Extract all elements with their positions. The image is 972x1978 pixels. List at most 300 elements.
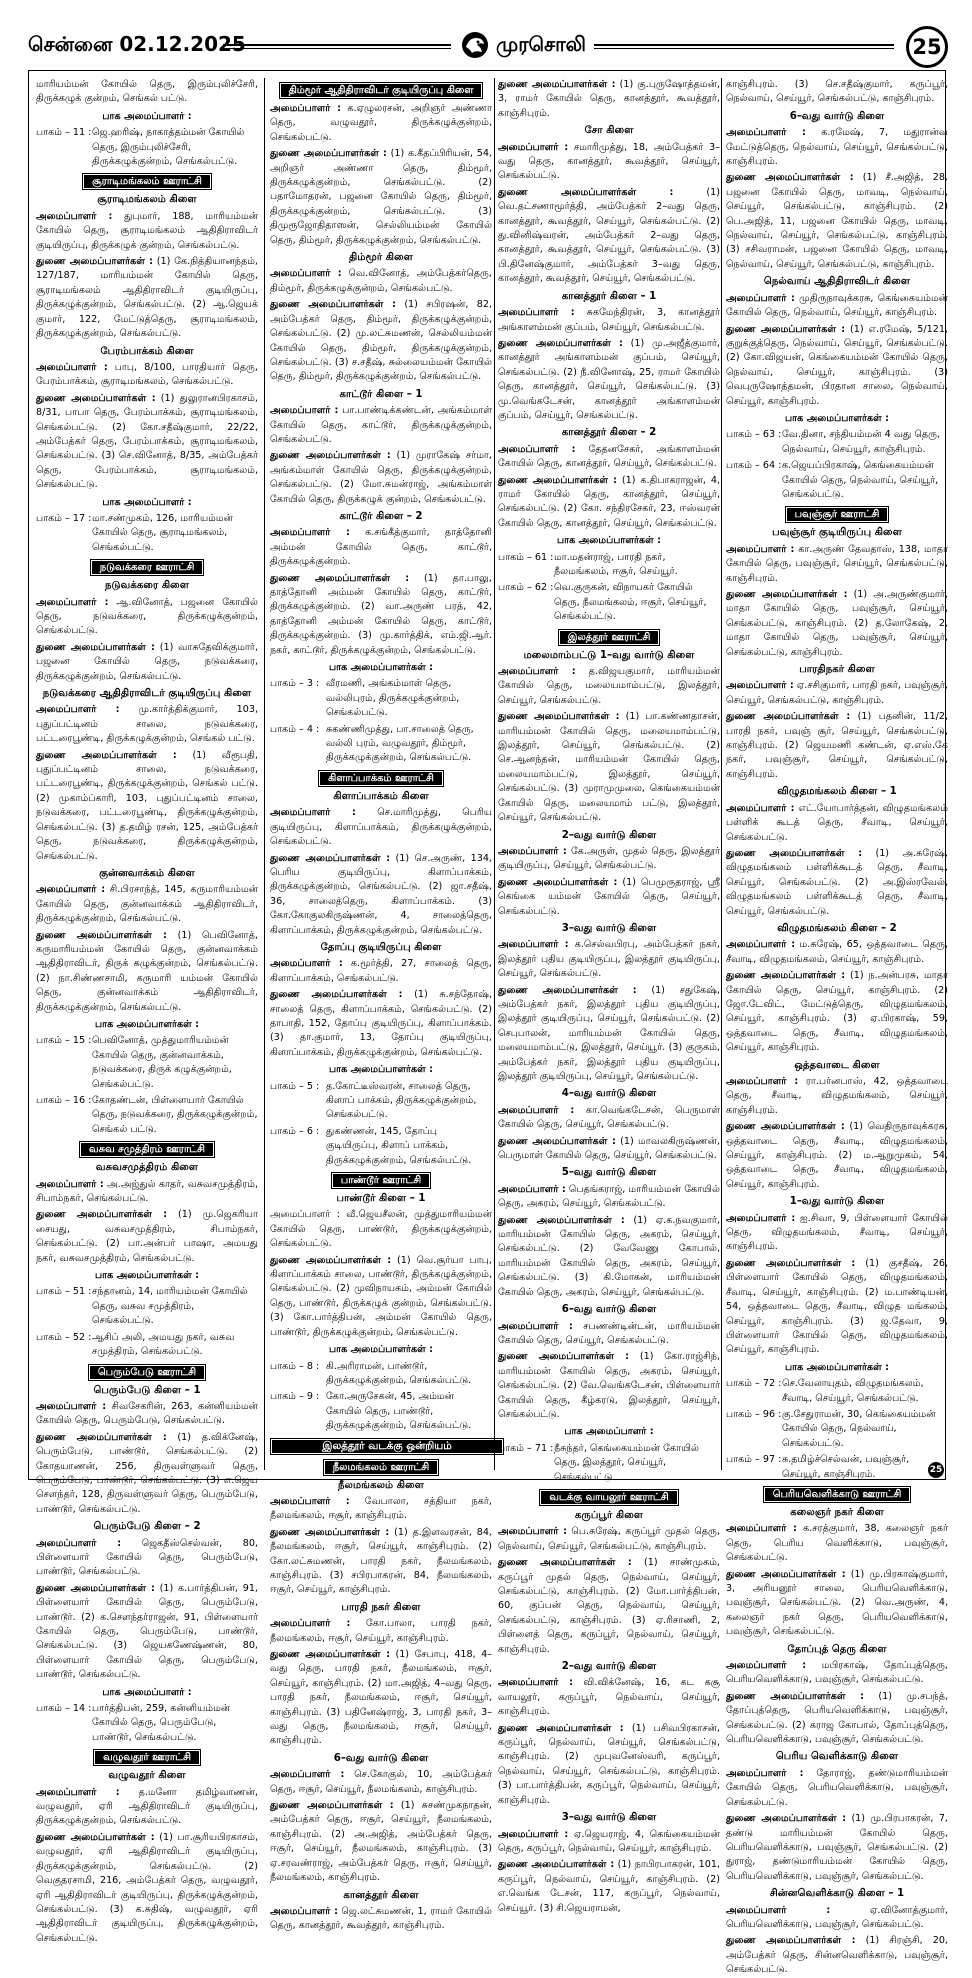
member-details: (1) க.திபாகராஜன், 4, ராமர் கோயில் தெரு, கானத்தூர், செய்யூர், செங்கல்பட்டு. (2) கோ. சந்திரசேகர், 23, ஈஸ்வரன் கோயில் தெரு, கானத்தூர், செய்யூர், செங்கல்பட்டு. (498, 474, 720, 529)
booth-details: சு.தமிழ்ச்செல்வன், பவுஞ்சூர், செய்யூர், காஞ்சிபுரம். (782, 1454, 910, 1480)
page-number-badge: 25 (906, 26, 948, 68)
member-details: (1) சீ.அஜித், 28, பஜனை கோயில் தெரு, மாவடி, நெல்வாய், செய்யூர், செங்கல்பட்டு, காஞ்சிபுரம். (2) பெ.அஜித், 11, பஜனை கோயில் தெரு, மாவடி, நெல்வாய், செய்யூர், செங்கல்பட்டு, காஞ்சிபுரம். (3) சசிவராமன், பஜனை கோயில் தெரு, மாவடி, நெல்வாய், செய்யூர், செங்கல்பட்டு, காஞ்சிபுரம். (726, 172, 948, 270)
footer-page-number: 25 (928, 1462, 944, 1478)
booth-details: நீசுந்தர், கெங்கையம்மன் கோயில் தெரு, இலத்தூர், செய்யூர், செங்கல்பட்டு. (554, 1442, 699, 1483)
member-entry (270, 1905, 492, 1934)
role-label: துணை அமைப்பாளர்கள் : (36, 641, 155, 653)
member-details: (1) பதனின், 11/2, பாரதி நகர், பவுஞ் சூர், செய்யூர், செங்கல்பட்டு, காஞ்சிபுரம். (2) ஜெயமணி கண்டன், ஏ.எஸ்.கே நகர், பவுஞ்சூர், செய்யூர், செங்கல்பட்டு, காஞ்சிபுரம். (726, 711, 948, 780)
member-entry (36, 1208, 258, 1266)
member-entry (498, 78, 720, 121)
member-entry (498, 1320, 720, 1349)
subheading: பாக அமைப்பாளர் : (102, 1686, 192, 1698)
branch-heading: 2–வது வார்டு கிளை (561, 1661, 657, 1673)
role-label: துணை அமைப்பாளர்கள் : (726, 323, 846, 335)
role-label: துணை அமைப்பாளர்கள் : (36, 1831, 155, 1843)
branch-heading: கருப்பூர் கிளை (574, 1509, 644, 1521)
branch-heading: கலைஞர் நகர் கிளை (790, 1506, 884, 1518)
member-entry (498, 443, 720, 472)
role-label: அமைப்பாளர் : (270, 958, 343, 970)
member-entry (726, 1659, 948, 1688)
branch-heading: 5–வது வார்டு கிளை (561, 1167, 657, 1179)
page-header (28, 26, 944, 70)
member-entry (36, 1400, 258, 1429)
branch-heading: குன்னவாக்கம் கிளை (99, 867, 195, 879)
member-details: (1) மு.பிரபாகரன், 7, தண்டு மாரியம்மன் கோயில் தெரு, பெரியவெளிக்காடு, பவுஞ்சூர், செங்கல்பட்டு. (2) துராஜ், தண்டுமாரியம்மன் கோயில் தெரு, பெரியவெளிக்காடு, பவுஞ்சூர், செங்கல்பட்டு. (726, 1813, 948, 1882)
member-entry (726, 938, 948, 967)
branch-heading: நடுவக்கரை ஆதிதிராவிடர் குடியிருப்பு கிளை (42, 688, 252, 700)
member-entry (726, 126, 948, 169)
section-banner: பாண்டூர் ஊராட்சி (331, 1172, 431, 1189)
member-entry (36, 210, 258, 253)
member-details: த.விஜயகுமார், மாரியம்மன் கோயில் தெரு, மலையமாம்பட்டு, இலத்தூர், செய்யூர், செங்கல்பட்டு. (498, 666, 720, 706)
edition-date: சென்னை 02.12.2025 (28, 32, 246, 56)
member-entry (726, 847, 948, 919)
branch-heading: நடுவக்கரை கிளை (104, 580, 190, 592)
role-label: அமைப்பாளர் : (726, 939, 796, 951)
member-details: வேபாலா, சத்தியா நகர், நீலமங்கலம், ஈசூர், காஞ்சிபுரம். (270, 1495, 492, 1522)
member-entry (726, 171, 948, 272)
member-entry (270, 1648, 492, 1749)
member-entry (726, 1812, 948, 1884)
member-entry (36, 749, 258, 864)
role-label: துணை அமைப்பாளர்கள் : (270, 1526, 390, 1538)
role-label: துணை அமைப்பாளர்கள் : (270, 1800, 394, 1812)
member-details: (1) துலுரானபிரகாசம், 8/31, பாபா தெரு, பேரம்பாக்கம், சூராடிமங்கலம், செங்கல்பட்டு. (2) கோ.சதீஷ்குமார், 22/22, அம்பேத்கர் தெரு, பேரம்பாக்கம், சூராடிமங்கலம், செங்கல்பட்டு. (3) செ.வினோத், 8/35, அம்பேத்கர் தெரு, பேரம்பாக்கம், சூராடிமங்கலம், செங்கல்பட்டு. (36, 392, 258, 491)
booth-details: த.கோட்டீஸ்வரன், சாலைத் தெரு, கிளாப் பாக்கம், திருக்கழுக்குன்றம், செங்கல்பட்டு. (326, 1080, 477, 1121)
member-details: ஜெ.லட்சுமணன், 1, ராமர் கோயில் தெரு, கானத்தூர், கூவத்தூர், காஞ்சிபுரம். (270, 1905, 492, 1932)
role-label: அமைப்பாளர் : (726, 1212, 796, 1224)
member-entry (498, 1104, 720, 1133)
member-entry (36, 929, 258, 1015)
member-details: (1) சிரஞ்சி, 20, அம்பேத்கர் தெரு, சின்னவெளிக்காடு, பவுஞ்சூர், செங்கல்பட்டு. (726, 1935, 948, 1976)
member-entry (726, 543, 948, 586)
member-entry (726, 1257, 948, 1358)
role-label: அமைப்பாளர் : (498, 666, 576, 678)
booth-number: பாகம் – 11 : (36, 127, 92, 139)
member-entry (270, 572, 492, 658)
section-banner: இலத்தூர் ஊராட்சி (558, 629, 661, 646)
booth-number: பாகம் – 51 : (36, 1286, 92, 1298)
booth-number: பாகம் – 15 : (36, 1035, 92, 1047)
member-entry (726, 1767, 948, 1810)
branch-heading: பேரம்பாக்கம் கிளை (100, 345, 194, 357)
paper-logo-icon (460, 30, 490, 60)
member-details: தோராஜ், தண்டுமாரியம்மன் கோயில் தெரு, பெரியவெளிக்காடு, பவுஞ்சூர், செங்கல்பட்டு. (726, 1767, 948, 1808)
member-entry (498, 938, 720, 981)
booth-number: பாகம் – 16 : (36, 1095, 92, 1106)
role-label: துணை அமைப்பாளர்கள் : (498, 337, 623, 349)
branch-heading: காட்டூர் கிளை – 2 (339, 510, 423, 522)
member-details: பெ.சுரேஷ், கருப்பூர் முதல் தெரு, நெல்வாய், செய்யூர், செங்கல்பட்டு, காஞ்சிபுரம். (498, 1526, 720, 1552)
booth-number: பாகம் – 97 : (726, 1454, 782, 1466)
member-details: (1) மு.அஜீத்குமார், கானத்தூர் அங்காளம்மன் குப்பம், செய்யூர், செங்கல்பட்டு. (2) நீ.வினோஷ், 25, ராமர் கோயில் தெரு, கானத்தூர், செய்யூர், செங்கல்பட்டு. (3) மு.வெங்கடேசன், கானத்தூர் அங்காளம்மன் குப்பம், செய்யூர், செங்கல்பட்டு. (498, 337, 720, 421)
member-details: சுகமேந்திரன், 3, கானத்தூர் அங்காளம்மன் குப்பம், செய்யூர், செங்கல்பட்டு. (498, 307, 720, 333)
member-details: வி.விக்னேஷ், 16, கட கசூ வாயலூர், கருப்பூர், நெல்வாய், செய்யூர், காஞ்சிபுரம். (498, 1677, 720, 1718)
member-details: செ.கோகுல், 10, அம்பேத்கர் தெரு, ஈசூர், செய்யூர், நீலமங்கலம், காஞ்சிபுரம். (270, 1769, 492, 1795)
role-label: துணை அமைப்பாளர்கள் : (498, 984, 637, 996)
branch-heading: சூராடிமங்கலம் கிளை (97, 194, 197, 206)
member-details: அமைப்பாளர் : வீ.ஜெயசீலன், முத்துமாரியம்மன் கோயில் தெரு, பாண்டூர், திருக்கழுக்குன்றம், செங்கல்பட்டு. (270, 1209, 492, 1250)
member-entry (270, 957, 492, 986)
booth-details: கோதண்டன், பிள்ளையார் கோயில் தெரு, நடுவக்கரை, திருக்கழுக்குன்றம், செங்கல் பட்டு. (92, 1095, 258, 1135)
role-label: துணை அமைப்பாளர்கள் : (36, 929, 167, 941)
member-entry (498, 984, 720, 1085)
role-label: துணை அமைப்பாளர்கள் : (270, 299, 396, 311)
member-entry (270, 988, 492, 1060)
booth-number: பாகம் – 52 : (36, 1331, 92, 1343)
member-entry (270, 267, 492, 296)
branch-heading: மலைமாம்பட்டு 1–வது வார்டு கிளை (523, 649, 695, 661)
header-rule-left (223, 44, 451, 49)
member-details: (1) பெமுருதராஜ், ஸ்ரீ கெங்கை யம்மன் கோயில் தெரு, செய்யூர், செங்கல்பட்டு. (498, 876, 720, 917)
member-entry (270, 526, 492, 569)
role-label: அமைப்பாளர் : (498, 939, 569, 951)
section-banner: வசுவ சமுத்திரம் ஊராட்சி (79, 1141, 215, 1158)
section-banner: பெரியவெளிக்காடு ஊராட்சி (763, 1486, 912, 1503)
member-details: தேதனசேகர், அங்காளம்மன் கோயில் தெரு, கானத்தூர், செய்யூர், செங்கல்பட்டு. (498, 443, 720, 470)
section-banner: சூராடிமங்கலம் ஊராட்சி (82, 173, 212, 190)
role-label: அமைப்பாளர் : (726, 802, 795, 814)
member-details: கா.வெங்கடேசன், பெருமாள் கோயில் தெரு, செய்யூர், செங்கல்பட்டு. (498, 1104, 720, 1131)
member-entry (726, 802, 948, 845)
booth-entry (726, 428, 948, 457)
member-details: ஏ.வினோத்குமார், பெரியவெளிக்காடு, பவுஞ்சூர், செங்கல்பட்டு. (726, 1904, 948, 1930)
role-label: துணை அமைப்பாளர்கள் : (498, 1214, 625, 1226)
member-entry (498, 845, 720, 874)
booth-number: பாகம் – 62 : (498, 582, 554, 594)
role-label: அமைப்பாளர் : (270, 1905, 338, 1917)
member-details: (1) த.இளவரசன், 84, நீலமங்கலம், ஈசூர், செய்யூர், காஞ்சிபுரம். (2) கோ.லட்சுமணன், பாரதி நகர், நீலமங்கலம், காஞ்சிபுரம். (3) சபிரபாகரன், 84, நீலமங்கலம், ஈசூர், செய்யூர், காஞ்சிபுரம். (270, 1526, 492, 1596)
subheading: பாக அமைப்பாளர்கள் : (328, 1344, 434, 1356)
member-details: (1) சுசண்முகநாதன், அம்பேத்கர் தெரு, ஈசூர், செய்யூர், நீலமங்கலம், காஞ்சிபுரம். (2) அ.அஜித், அம்பேத்கர் தெரு, ஈசூர், செய்யூர், நீலமங்கலம், காஞ்சிபுரம். (3) ஏ.சரவண்ராஜ், அம்பேத்கர் தெரு, ஈசூர், செய்யூர், நீலமங்கலம், காஞ்சிபுரம். (270, 1800, 492, 1884)
role-label: அமைப்பாளர் : (270, 103, 341, 114)
member-details: (1) சபிரஷன், 82, அம்பேத்கர் தெரு, திம்மூர், திருக்கழுக்குன்றம், செங்கல்பட்டு. (2) மு.லட்சுமணன், செல்லியம்மன் கோயில் தெரு, திம்மூர், திருக்கழுக்குன்றம், செங்கல்பட்டு. (3) ச.சதீஷ், சுல்லையம்மன் கோயில் தெரு, திம்மூர், திருக்கழுக்குன்றம், செங்கல்பட்டு. (270, 299, 492, 383)
role-label: துணை அமைப்பாளர்கள் : (726, 1690, 865, 1702)
role-label: துணை அமைப்பாளர்கள் : (270, 1254, 392, 1266)
role-label: துணை அமைப்பாளர்கள் : (726, 1121, 845, 1133)
booth-details: பெவினோத், முத்துமாரியம்மன் கோயில் தெரு, குன்னவாக்கம், நடுவக்கரை, திருக் கழுக்குன்றம், செங்கல்பட்டு. (92, 1035, 232, 1090)
role-label: துணை அமைப்பாளர்கள் : (726, 1568, 846, 1580)
header-rule-right (594, 44, 894, 49)
booth-details: கோ.அருசேகன், 45, அம்மன் கோயில் தெரு, பாண்டூர், திருக்கழுக்குன்றம், செங்கல்பட்டு. (326, 1391, 472, 1432)
booth-entry (36, 1034, 258, 1092)
subheading: பாக அமைப்பாளர் : (102, 496, 192, 508)
branch-heading: 3–வது வார்டு கிளை (561, 922, 657, 934)
role-label: துணை அமைப்பாளர்கள் : (270, 852, 391, 864)
role-label: அமைப்பாளர் : (726, 1660, 807, 1672)
role-label: துணை அமைப்பாளர்கள் : (498, 711, 620, 723)
member-details: (1) அ.சுரேஷ், விழுதமங்கலம் பள்ளிக்கூடத் தெரு, சீவாடி, செய்யூர், செங்கல்பட்டு. (2) அ.இஸ்ரவேல், விழுதமங்கலம் பள்ளிக்கூடத் தெரு, சீவாடி, செய்யூர், செங்கல்பட்டு. (726, 847, 948, 917)
section-banner: பெரும்பேடு ஊராட்சி (88, 1364, 206, 1381)
member-details: பா.பாண்டிக்கண்டன், அங்கம்மாள் கோயில் தெரு, காட்டூர், திருக்கழுக்குன்றம், செங்கல்பட்டு. (270, 405, 492, 445)
booth-entry (270, 1080, 492, 1123)
member-details: (1) கு.புருஷோத்தமன், 3, ராமர் கோயில் தெரு, கானத்தூர், கூவத்தூர், காஞ்சிபுரம். (498, 79, 720, 119)
role-label: அமைப்பாளர் : (726, 1767, 804, 1779)
role-label: அமைப்பாளர் : (36, 596, 109, 608)
booth-entry (36, 1094, 258, 1137)
role-label: துணை அமைப்பாளர்கள் : (726, 1257, 856, 1269)
role-label: அமைப்பாளர் : (726, 1523, 797, 1535)
booth-details: ஜெ.ஹரிஷ், நாகாத்தம்மன் கோயில் தெரு, இரும்புலிச்சேரி, திருக்கழுக்குன்றம், செங்கல்பட்டு. (92, 127, 245, 168)
member-details: (1) வாசுதேவிக்குமார், பஜனை கோயில் தெரு, நடுவக்கரை, திருக்கழுக்குன்றம், செங்கல்பட்டு. (36, 641, 258, 682)
booth-number: பாகம் – 3 : (270, 678, 320, 690)
member-entry (498, 1828, 720, 1857)
role-label: துணை அமைப்பாளர்கள் : (270, 1649, 391, 1660)
booth-details: மா.சண்முகம், 126, மாரியம்மன் கோயில் தெரு, சூராடிமங்கலம், செங்கல்பட்டு. (92, 512, 233, 553)
member-details: ம.சுரேஷ், 65, ஒத்தவாடை தெரு, சீவாடி, விழுதமங்கலம், செய்யூர், காஞ்சிபுரம். (726, 939, 948, 965)
booth-entry (726, 459, 948, 502)
member-entry (36, 883, 258, 926)
member-entry (726, 1934, 948, 1977)
role-label: துணை அமைப்பாளர்கள் : (36, 1431, 167, 1443)
member-details: துபுமார், 188, மாரியம்மன் கோயில் தெரு, சூராடிமங்கலம் ஆதிதிராவிடர் குடியிருப்பு, திருக்கழுக் குன்றம், செங்கல்பட்டு. (36, 210, 258, 251)
member-details: (1) செ.அருண், 134, பெரிய குடியிருப்பு, கிளாப்பாக்கம், திருக்கழுக்குன்றம், செங்கல்பட்டு. (2) ஜா.சதீஷ், 36, சாலைத்தெரு, கிளாப்பாக்கம். (3) கோ.கோகுலகிருஷ்ணன், 4, சாலைத்தெரு, கிளாப்பாக்கம், திருக்கழுக்குன்றம், செங்கல்பட்டு. (270, 852, 492, 936)
role-label: அமைப்பாளர் : (498, 307, 575, 319)
member-entry (498, 186, 720, 287)
member-entry (498, 141, 720, 184)
member-entry (498, 1525, 720, 1554)
member-entry (270, 147, 492, 248)
booth-number: பாகம் – 64 : (726, 460, 782, 472)
role-label: அமைப்பாளர் : (270, 268, 342, 280)
role-label: அமைப்பாளர் : (36, 1400, 107, 1412)
booth-entry (36, 126, 258, 169)
booth-number: பாகம் – 96 : (726, 1408, 782, 1420)
role-label: அமைப்பாளர் : (270, 1495, 350, 1507)
member-details: (1) பா.சூரியபிரகாசம், வழுவதூர், ஏரி ஆதிதிராவிடர் குடியிருப்பு, திருக்கழுக்குன்றம், செங்கல்பட்டு. (2) வெகுதரசாமி, 216, அம்பேத்கர் தெரு, வழுவதூர், ஏரி ஆதிதிராவிடர் குடியிருப்பு, திருக்கழுக்குன்றம், செங்கல்பட்டு. (3) க.சுதிஷ், வழுவதூர், ஏரி ஆதிதிராவிடர் குடியிருப்பு, திருக்கழுக்குன்றம், செங்கல்பட்டு. (36, 1831, 258, 1944)
member-details: (1) மு.சபந்த், தோப்புத்தெரு, பெரியவெளிக்காடு, பவுஞ்சூர், செங்கல்பட்டு. (2) கராஜ கோபால், தோப்புத்தெரு, பெரியவெளிக்காடு, பவுஞ்சூர், செங்கல்பட்டு. (726, 1690, 948, 1746)
member-entry (498, 474, 720, 532)
section-banner: இலத்தூர் வடக்கு ஒன்றியம் (270, 1438, 504, 1455)
branch-heading: பாண்டூர் கிளை – 1 (336, 1193, 426, 1205)
member-details: பெதங்கராஜ், மாரியம்மன் கோயில் தெரு, அகரம், செய்யூர், செங்கல்பட்டு. (498, 1183, 720, 1210)
member-details: (1) பா.கண்ணதாசன், மாரியம்மன் கோயில் தெரு, மலையமாம்பட்டு, இலத்தூர், செய்யூர், செங்கல்பட்டு. (2) செ.ஆனந்தன், மாரியம்மன் கோயில் தெரு, மலையமாம்பட்டு, இலத்தூர், செய்யூர், செங்கல்பட்டு. (3) முராமுமுலை, கெங்கையம்மன் கோயில் தெரு, மலையமாம் பட்டு, இலத்தூர், செய்யூர், செங்கல்பட்டு. (498, 711, 720, 824)
role-label: அமைப்பாளர் : (726, 1904, 831, 1916)
role-label: துணை அமைப்பாளர்கள் : (726, 1813, 847, 1825)
member-entry (270, 1768, 492, 1797)
member-details: காஞ்சிபுரம். (3) செ.சதீஷ்குமார், கருப்பூர், நெல்வாய், செய்யூர், செங்கல்பட்டு, காஞ்சிபுரம். (726, 79, 948, 105)
member-entry (498, 1858, 720, 1916)
member-details: க.ஏழுலரசன், அறிஞர் அண்ணா தெரு, வழுவதூர், திருக்கழுக்குன்றம், செங்கல்பட்டு. (270, 103, 492, 143)
member-entry (270, 404, 492, 447)
role-label: அமைப்பாளர் : (726, 127, 806, 139)
role-label: துணை அமைப்பாளர்கள் : (270, 572, 410, 584)
booth-number: பாகம் – 72 : (726, 1378, 782, 1390)
member-entry (498, 1135, 720, 1164)
member-entry (270, 1208, 492, 1251)
booth-entry (36, 512, 258, 555)
section-banner: வடக்கு வாயலூர் ஊராட்சி (539, 1489, 678, 1506)
member-details: த.மனோ தமிழ்வாணன், வழுவதூர், ஏரி ஆதிதிராவிடர் குடியிருப்பு, திருக்கழுக்குன்றம், செங்கல்பட்டு. (36, 1786, 258, 1827)
role-label: துணை அமைப்பாளர்கள் : (498, 1351, 629, 1363)
member-details: (1) கோ.ராஜ்சிந், மாரியம்மன் கோயில் தெரு, அகரம், செய்யூர், செங்கல்பட்டு. (2) வே.வெங்கடேசன், பிள்ளையார் கோயில் தெரு, கீழ்கரடு, இலத்தூர், செய்யூர், செங்கல்பட்டு. (498, 1351, 720, 1420)
member-details: கா.அருண் தேவதாஸ், 138, மாதா கோயில் தெரு, பவுஞ்சூர், செய்யூர், செங்கல்பட்டு, காஞ்சிபுரம். (726, 543, 948, 584)
member-details: (1) சேபாபு, 418, 4–வது தெரு, பாரதி நகர், நீலமங்கலம், ஈசூர், செய்யூர், காஞ்சிபுரம். (2) மா.அஜித், 4–வது தெரு, பாரதி நகர், நீலமங்கலம், ஈசூர், செய்யூர், காஞ்சிபுரம். (3) பதினேஷ்ராஜ், 3, பாரதி நகர், 3–வது தெரு, நீலமங்கலம், ஈசூர், செய்யூர், காஞ்சிபுரம். (270, 1649, 492, 1747)
branch-heading: 4–வது வார்டு கிளை (561, 1088, 657, 1100)
member-details: (1) சதுகேஷ், அம்பேத்கர் நகர், இலத்தூர் புதிய குடியிருப்பு, இலத்தூர் குடியிருப்பு, செய்யூர், செங்கல்பட்டு. (2) செபுபாலன், மாரியம்மன் கோயில் தெரு, மலையமாம்பட்டு, இலத்தூர், செய்யூர். (3) குருகம், அம்பேத்கர் நகர், இலத்தூர் புதிய குடியிருப்பு, இலத்தூர் குடியிருப்பு, செய்யூர், செங்கல்பட்டு. (498, 984, 720, 1082)
booth-details: சந்தானம், 14, மாரியம்மன் கோயில் தெரு, வசுவ சமுத்திரம், செங்கல்பட்டு. (92, 1286, 248, 1327)
member-entry (498, 1676, 720, 1719)
booth-entry (726, 1377, 948, 1406)
booth-number: பாகம் – 14 : (36, 1703, 92, 1715)
column-divider (264, 78, 265, 1470)
booth-entry (270, 677, 492, 720)
member-entry (270, 852, 492, 938)
role-label: அமைப்பாளர் : (270, 1769, 345, 1781)
member-details: க.ரமேஷ், 7, மதுரான்வ மேட்டுத்தெரு, நெல்வாய், செய்யூர், செங்கல்பட்டு, காஞ்சிபுரம். (726, 127, 948, 168)
member-entry (726, 710, 948, 782)
member-details: (1) த.விக்னேஷ், பெரும்பேடு, பாண்டூர், செங்கல்பட்டு. (2) கோதயாணன், 256, திருவள்ளுவர் தெரு, பெரும்பேடு, பாண்டூர், செங்கல்பட்டு. (3) எ.ஜெய சௌந்தர், 128, திருவள்ளுவர் தெரு, பெரும்பேடு, பாண்டூர், செங்கல்பட்டு. (36, 1431, 258, 1515)
member-details: (1) பசிவபிரகாசன், கருப்பூர், நெல்வாய், செய்யூர், செங்கல்பட்டு, காஞ்சிபுரம். (2) முபுவனேஸ்வரி, கருப்பூர், நெல்வாய், செய்யூர், செங்கல்பட்டு, காஞ்சிபுரம். (3) பா.பார்த்திபன், கருப்பூர், நெல்வாய், செய்யூர், காஞ்சிபுரம். (498, 1722, 720, 1806)
section-banner: நடுவக்கரை ஊராட்சி (90, 559, 205, 576)
member-entry (726, 323, 948, 409)
member-entry (498, 710, 720, 825)
member-details: அ.அஜ்துல் காதர், வசுவசமுத்திரம், சிபாம்நகர், செங்கல்பட்டு. (36, 1178, 258, 1205)
member-entry (36, 1582, 258, 1683)
role-label: துணை அமைப்பாளர்கள் : (726, 1935, 856, 1947)
branch-heading: பெரும்பேடு கிளை – 1 (93, 1384, 201, 1396)
member-entry (726, 292, 948, 321)
role-label: அமைப்பாளர் : (270, 527, 350, 539)
member-entry (498, 876, 720, 919)
member-details: கே.அருள், முதல் தெரு, இலத்தூர் குடியிருப்பு, செய்யூர், செங்கல்பட்டு. (498, 845, 720, 872)
section-banner: பவுஞ்சூர் ஊராட்சி (785, 506, 890, 523)
member-entry (270, 1254, 492, 1340)
role-label: அமைப்பாளர் : (498, 141, 569, 153)
booth-number: பாகம் – 63 : (726, 429, 782, 441)
member-entry (498, 1556, 720, 1657)
role-label: அமைப்பாளர் : (270, 807, 356, 819)
section-banner: திம்மூர் ஆதிதிராவிடர் குடியிருப்பு கிளை (279, 82, 484, 99)
role-label: அமைப்பாளர் : (498, 1183, 566, 1195)
role-label: துணை அமைப்பாளர்கள் : (498, 474, 617, 486)
role-label: துணை அமைப்பாளர்கள் : (498, 186, 674, 198)
role-label: துணை அமைப்பாளர்கள் : (726, 172, 854, 184)
member-entry (726, 1690, 948, 1748)
subheading: பாக அமைப்பாளர்கள் : (556, 535, 662, 547)
section-banner: கிளாப்பாக்கம் ஊராட்சி (318, 770, 444, 787)
role-label: துணை அமைப்பாளர்கள் : (498, 79, 616, 90)
role-label: துணை அமைப்பாளர்கள் : (726, 970, 846, 982)
booth-entry (36, 1702, 258, 1745)
role-label: அமைப்பாளர் : (726, 543, 795, 555)
branch-heading: 6–வது வார்டு கிளை (333, 1752, 429, 1764)
member-details: (1) அ.அருண்குமார், மாதா கோயில் தெரு, பவுஞ்சூர், செய்யூர், செங்கல்பட்டு, காஞ்சிபுரம். (2) த.லோகேஷ், 2, மாதா கோயில் தெரு, பவுஞ்சூர், செய்யூர், செங்கல்பட்டு, காஞ்சிபுரம். (726, 589, 948, 658)
role-label: துணை அமைப்பாளர்கள் : (726, 847, 863, 859)
member-details: கோ.பாலா, பாரதி நகர், நீலமங்கலம், ஈசூர், செய்யூர், காஞ்சிபுரம். (270, 1618, 492, 1644)
member-entry (726, 1568, 948, 1640)
role-label: துணை அமைப்பாளர்கள் : (498, 876, 618, 888)
booth-details: மா.மதன்ராஜ், பாரதி நகர், நீலமங்கலம், ஈசூர், செய்யூர். (554, 551, 678, 577)
booth-entry (36, 1331, 258, 1360)
member-entry (498, 306, 720, 335)
member-details: (1) க.கீதப்பிரியன், 54, அறிஞர் அண்ணா தெரு, திம்மூர், திருக்கழுக்குன்றம், செங்கல்பட்டு. (2) பதாமோதரன், பஜனை கோயில் தெரு, திம்மூர், திருக்கழுக்குன்றம், செங்கல்பட்டு. (3) திமுரூஜோதிதாஸன், செல்லியம்மன் கோயில் தெரு, திம்மூர், திருக்கழுக்குன்றம், செங்கல்பட்டு. (270, 148, 492, 246)
column-3 (498, 78, 720, 1914)
member-entry (498, 337, 720, 423)
member-entry (498, 1350, 720, 1422)
branch-heading: காட்டூர் கிளை – 1 (339, 388, 423, 400)
section-banner: நீலமங்கலம் ஊராட்சி (323, 1459, 440, 1476)
branch-heading: பவுஞ்சூர் குடியிருப்பு கிளை (772, 527, 902, 539)
branch-heading: ஒத்தவாடை கிளை (794, 1059, 880, 1071)
member-details: செ.மாரிமுத்து, பெரிய குடியிருப்பு, கிளாப்பாக்கம், திருக்கழுக்குன்றம், செங்கல்பட்டு. (270, 807, 492, 848)
member-details: ஐ.சிவா, 9, பிள்ளையார் கோயில் தெரு, விழுதமங்கலம், சீவாடி, செய்யூர், காஞ்சிபுரம். (726, 1212, 948, 1253)
member-details: எட்.யோபார்த்தன், விழுதமங்கலம் பள்ளிக் கூடத் தெரு, சீவாடி, செய்யூர், செங்கல்பட்டு. (726, 802, 948, 843)
member-entry (726, 969, 948, 1055)
member-details: ஏ.சசிகுமார், பாரதி நகர், பவுஞ்சூர், செய்யூர், செங்கல்பட்டு, காஞ்சிபுரம். (726, 680, 948, 706)
member-entry (498, 665, 720, 708)
member-details: (1) ஏ.க.நவகுமார், மாரியம்மன் கோயில் தெரு, அகரம், செய்யூர், செங்கல்பட்டு. (2) வேவேணு கோபால், மாரியம்மன் கோயில் தெரு, அகரம், செய்யூர், செங்கல்பட்டு. (3) கி.மோகன், மாரியம்மன் கோயில் தெரு, அகரம், செய்யூர், செங்கல்பட்டு. (498, 1214, 720, 1298)
member-entry (270, 1799, 492, 1885)
member-entry (726, 1120, 948, 1192)
member-details: (1) கே.நித்தியானந்தம், 127/187, மாரியம்மன் கோயில் தெரு, சூராடிமங்கலம் ஆதிதிராவிடர் குடியிருப்பு, திருக்கழுக்குன்றம், செங்கல்பட்டு. (2) ஆ.ஜெயக் குமார், 122, மேட்டுத்தெரு, சூராடிமங்கலம், திருக்கழுக்குன்றம், செங்கல்பட்டு. (36, 256, 258, 340)
member-details: (1) மு.பிரகாஷ்குமார், 3, அரியனூர் சாலை, பெரியவெளிக்காடு, பவுஞ்சூர், செங்கல்பட்டு. (2) வெ.அருண், 4, கலைஞர் நகர் தெரு, பெரியவெளிக்காடு, பவுஞ்சூர், செங்கல்பட்டு. (726, 1568, 948, 1638)
member-details: ஆ.வினோத், பஜனை கோயில் தெரு, நடுவக்கரை, திருக்கழுக்குன்றம், செங்கல்பட்டு. (36, 596, 258, 637)
branch-heading: 6–வது வார்டு கிளை (789, 110, 885, 122)
member-details: (1) வெ.தட்சணாமூர்த்தி, அம்பேத்கர் 2–வது தெரு, கானத்தூர், கூவத்தூர், செய்யூர், செங்கல்பட்டு. (2) து.வினிஷ்வரன், அம்பேத்கர் 2–வது தெரு, கானத்தூர், கூவத்தூர், செய்யூர், செங்கல்பட்டு. (3) பி.தினேஷ்குமார், அம்பேத்கர் 3–வது தெரு, கானத்தூர், கூவத்தூர், செய்யூர், செங்கல்பட்டு. (498, 186, 720, 285)
booth-details: செ.வேலாயுதம், விழுதமங்கலம், சீவாடி, செய்யூர், செங்கல்பட்டு. (782, 1378, 924, 1404)
member-entry (726, 1904, 948, 1933)
role-label: துணை அமைப்பாளர்கள் : (36, 1582, 155, 1594)
branch-heading: வழுவதூர் கிளை (108, 1770, 186, 1782)
column-divider (494, 78, 495, 1470)
member-details: (1) முராகேஷ் சர்மா, அங்கம்மாள் கோயில் தெரு, திருக்கழுக்குன்றம், செங்கல்பட்டு. (2) மோ.சுமன்ராஜ், அங்கம்மாள் கோயில் தெரு, திருக்கழுக் குன்றம், செங்கல்பட்டு. (270, 450, 492, 505)
member-entry (36, 1178, 258, 1207)
booth-number: பாகம் – 6 : (270, 1125, 320, 1137)
member-entry (36, 1831, 258, 1946)
role-label: அமைப்பாளர் : (270, 405, 339, 417)
member-entry (270, 1495, 492, 1524)
member-entry (270, 102, 492, 145)
member-details: (1) தா.பாலு, தாத்தோனி அம்மன் கோயில் தெரு, காட்டூர், திருக்கழுக்குன்றம். (2) வா.அருண் பரத், 42, தாத்தோனி அம்மன் கோயில் தெரு, காட்டூர், திருக்கழுக்குன்றம். (3) மு.கார்த்திக், எம்.ஜி.ஆர். நகர், காட்டூர், திருக்கழுக்குன்றம், செங்கல்பட்டு. (270, 572, 492, 656)
member-details: க.மூர்த்தி, 27, சாலைத் தெரு, கிளாப்பாக்கம், செங்கல்பட்டு. (270, 958, 492, 984)
member-entry (36, 78, 258, 107)
member-details: (1) மாவலகிருஷ்ணன், பெருமாள் கோயில் தெரு, செய்யூர், செங்கல்பட்டு. (498, 1135, 720, 1162)
booth-entry (498, 1442, 720, 1485)
member-details: மு.கார்த்திக்குமார், 103, புதுப்பட்டினம் சாலை, நடுவக்கரை, பட்டரைபூண்டி, திருக்கழுக்குன்றம், செங்கல் பட்டு. (36, 704, 258, 745)
branch-heading: நெல்வாய் ஆதிதிராவிடர் கிளை (763, 276, 911, 288)
role-label: அமைப்பாளர் : (498, 443, 576, 455)
branch-heading: பாரதி நகர் கிளை (341, 1601, 421, 1613)
booth-number: பாகம் – 5 : (270, 1080, 320, 1092)
booth-details: க.ஜெயப்பிரகாஷ், கெங்கையம்மன் கோயில் தெரு, நெல்வாய், செய்யூர், செங்கல்பட்டு. (782, 460, 939, 500)
role-label: அமைப்பாளர் : (36, 1537, 122, 1549)
role-label: துணை அமைப்பாளர்கள் : (36, 1209, 168, 1221)
booth-details: வீரமணி, அங்கம்மாள் தெரு, வல்லிபுரம், திருக்கழுக்குன்றம், செங்கல்பட்டு. (326, 678, 460, 719)
role-label: அமைப்பாளர் : (36, 1178, 104, 1190)
member-details: (1) வெதிருநாவுக்கரசு, ஒத்தவாடை தெரு, சீவாடி, விழுதமங்கலம், செய்யூர், காஞ்சிபுரம். (2) ம.ஆறுமுகம், 54, ஒத்தவாடை தெரு, சீவாடி, விழுதமங்கலம், செய்யூர், காஞ்சிபுரம். (726, 1121, 948, 1190)
column-2 (270, 78, 492, 1932)
role-label: அமைப்பாளர் : (498, 1828, 569, 1840)
booth-details: வே.தினா, சந்தியம்மன் 4 வது தெரு, நெல்வாய், செய்யூர், காஞ்சிபுரம். (782, 429, 941, 455)
booth-details: ஆசிப் அலி, அமயது நகர், வசுவ சமுத்திரம், செங்கல்பட்டு. (92, 1331, 235, 1358)
member-entry (726, 679, 948, 708)
role-label: அமைப்பாளர் : (36, 1786, 120, 1798)
member-entry (498, 1183, 720, 1212)
booth-entry (270, 1390, 492, 1433)
member-entry (36, 1431, 258, 1517)
branch-heading: 3–வது வார்டு கிளை (561, 1812, 657, 1824)
member-entry (498, 1722, 720, 1808)
role-label: துணை அமைப்பாளர்கள் : (726, 711, 851, 723)
member-entry (36, 641, 258, 684)
column-divider (721, 78, 722, 1470)
role-label: அமைப்பாளர் : (726, 292, 795, 304)
subheading: பாக அமைப்பாளர்கள் : (328, 662, 434, 674)
booth-entry (270, 723, 492, 766)
role-label: அமைப்பாளர் : (498, 1526, 567, 1538)
member-entry (498, 1214, 720, 1300)
